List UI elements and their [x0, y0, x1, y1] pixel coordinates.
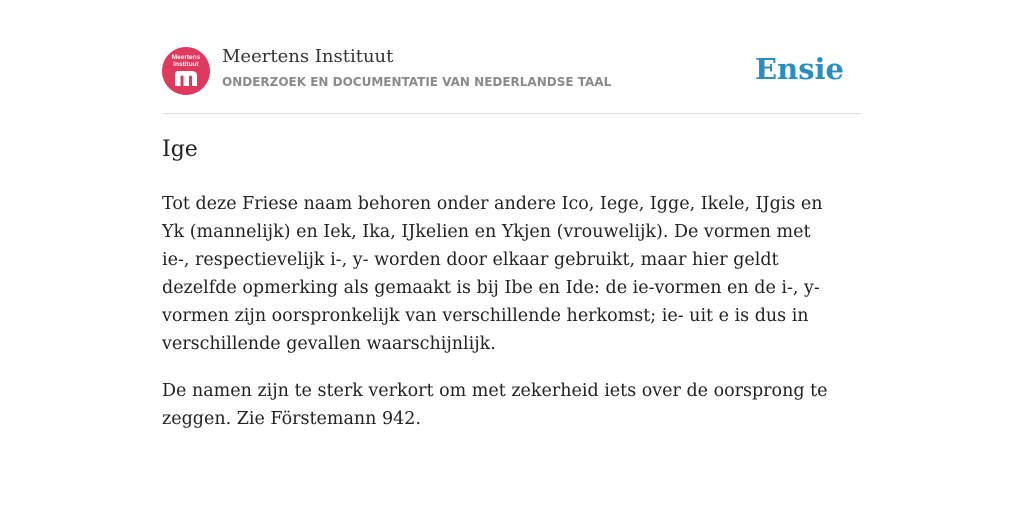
article-card — [162, 0, 862, 429]
logo-m-glyph — [173, 70, 199, 86]
organization-name[interactable]: Meertens Instituut — [222, 46, 394, 67]
logo-text-line2: Instituut — [173, 60, 199, 68]
page-title: Ige — [162, 137, 198, 162]
header — [162, 0, 862, 114]
article-paragraph-1: Tot deze Friese naam behoren onder andere Ico, Iege, Igge, Ikele, IJgis en Yk (mannelijk) en Iek, Ika, IJkelien en Ykjen (vrouwelijk). De vormen met ie-, respectievelijk i-, y- worden door elkaar gebruikt, maar hier geldt dezelfde opmerking als gemaakt is bij Ibe en Ide: de ie-vormen en de i-, y-vormen zijn oorspronkelijk van verschillende herkomst; ie- uit e is dus in verschillende gevallen waarschijnlijk. — [162, 194, 823, 354]
ensie-brand-link[interactable]: Ensie — [755, 52, 844, 86]
organization-tagline: ONDERZOEK EN DOCUMENTATIE VAN NEDERLANDSE TAAL — [222, 75, 612, 89]
meertens-logo-icon[interactable] — [162, 47, 210, 95]
article-paragraph-2: De namen zijn te sterk verkort om met zekerheid iets over de oorsprong te zeggen. Zie Förstemann 942. — [162, 381, 828, 429]
logo-text-line1: Meertens — [171, 54, 201, 61]
